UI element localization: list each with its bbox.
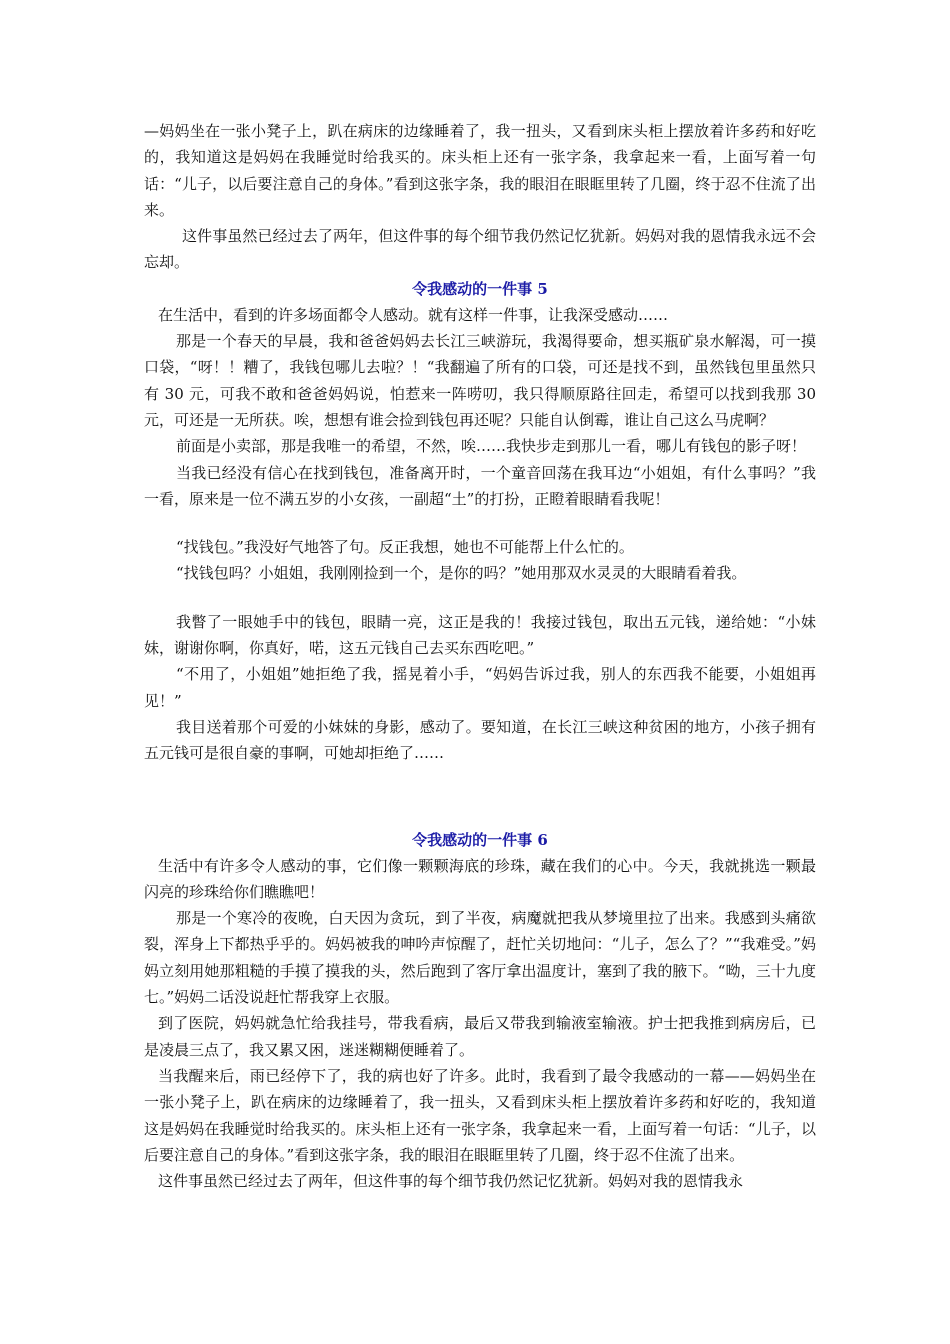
- paragraph: 前面是小卖部，那是我唯一的希望，不然，唉……我快步走到那儿一看，哪儿有钱包的影子呀！: [176, 437, 807, 456]
- paragraph: 这件事虽然已经过去了两年，但这件事的每个细节我仍然记忆犹新。妈妈对我的恩情我永远不会忘却。: [144, 227, 816, 272]
- section-heading: 令我感动的一件事 5: [412, 279, 548, 298]
- paragraph: 我瞥了一眼她手中的钱包，眼睛一亮，这正是我的！我接过钱包，取出五元钱，递给她：“小妹妹，谢谢你啊，你真好，喏，这五元钱自己去买东西吃吧。”: [144, 612, 816, 658]
- paragraph: 那是一个寒冷的夜晚，白天因为贪玩，到了半夜，病魔就把我从梦境里拉了出来。我感到头痛欲裂，浑身上下都热乎乎的。妈妈被我的呻吟声惊醒了，赶忙关切地问：“儿子，怎么了？”“我难受。”妈妈立刻用她那粗糙的手摸了摸我的头，然后跑到了客厅拿出温度计，塞到了我的腋下。“呦，三十九度七。”妈妈二话没说赶忙帮我穿上衣服。: [144, 909, 816, 1007]
- blank-line: [144, 767, 816, 827]
- paragraph: 这件事虽然已经过去了两年，但这件事的每个细节我仍然记忆犹新。妈妈对我的恩情我永: [158, 1172, 744, 1191]
- paragraph: 生活中有许多令人感动的事，它们像一颗颗海底的珍珠，藏在我们的心中。今天，我就挑选一颗最闪亮的珍珠给你们瞧瞧吧！: [144, 856, 816, 901]
- paragraph: 那是一个春天的早晨，我和爸爸妈妈去长江三峡游玩，我渴得要命，想买瓶矿泉水解渴，可一摸口袋，“呀！！糟了，我钱包哪儿去啦？！“我翻遍了所有的口袋，可还是找不到，虽然钱包里虽然只有 30 元，可我不敢和爸爸妈妈说，怕惹来一阵唠叨，我只得顺原路往回走，希望可以找到我那 30 元，可还是一无所获。唉，想想有谁会捡到钱包再还呢？只能自认倒霉，谁让自己这么马虎啊？: [144, 332, 816, 429]
- document-page: [144, 118, 816, 1194]
- blank-line: [144, 587, 816, 609]
- paragraph: 在生活中，看到的许多场面都令人感动。就有这样一件事，让我深受感动……: [158, 305, 669, 324]
- paragraph: “找钱包吗？小姐姐，我刚刚捡到一个，是你的吗？”她用那双水灵灵的大眼睛看着我。: [176, 564, 747, 583]
- paragraph: 当我已经没有信心在找到钱包，准备离开时，一个童音回荡在我耳边“小姐姐，有什么事吗？”我一看，原来是一位不满五岁的小女孩，一副超“土”的打扮，正瞪着眼睛看我呢！: [144, 463, 816, 508]
- paragraph: 到了医院，妈妈就急忙给我挂号，带我看病，最后又带我到输液室输液。护士把我推到病房后，已是凌晨三点了，我又累又困，迷迷糊糊便睡着了。: [144, 1014, 816, 1059]
- paragraph: “不用了，小姐姐”她拒绝了我，摇晃着小手，“妈妈告诉过我，别人的东西我不能要，小姐姐再见！”: [144, 665, 816, 710]
- paragraph: —妈妈坐在一张小凳子上，趴在病床的边缘睡着了，我一扭头，又看到床头柜上摆放着许多药和好吃的，我知道这是妈妈在我睡觉时给我买的。床头柜上还有一张字条，我拿起来一看，上面写着一句话：“儿子，以后要注意自己的身体。”看到这张字条，我的眼泪在眼眶里转了几圈，终于忍不住流了出来。: [144, 122, 816, 219]
- section-heading: 令我感动的一件事 6: [412, 830, 548, 849]
- blank-line: [144, 512, 816, 534]
- paragraph: 我目送着那个可爱的小妹妹的身影，感动了。要知道，在长江三峡这种贫困的地方，小孩子拥有五元钱可是很自豪的事啊，可她却拒绝了……: [144, 717, 816, 763]
- paragraph: “找钱包。”我没好气地答了句。反正我想，她也不可能帮上什么忙的。: [176, 538, 634, 557]
- paragraph: 当我醒来后，雨已经停下了，我的病也好了许多。此时，我看到了最令我感动的一幕——妈妈坐在一张小凳子上，趴在病床的边缘睡着了，我一扭头，又看到床头柜上摆放着许多药和好吃的，我知道这是妈妈在我睡觉时给我买的。床头柜上还有一张字条，我拿起来一看，上面写着一句话：“儿子，以后要注意自己的身体。”看到这张字条，我的眼泪在眼眶里转了几圈，终于忍不住流了出来。: [144, 1066, 816, 1164]
